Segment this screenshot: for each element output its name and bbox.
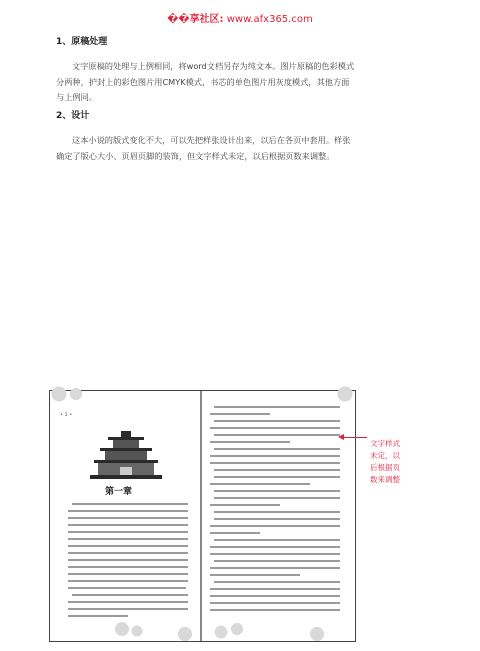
cloud-ornament-icon (126, 623, 148, 639)
annotation-note (370, 438, 418, 486)
cloud-ornament-icon (64, 385, 88, 403)
cloud-ornament-icon (170, 625, 200, 643)
arrow-left-icon (338, 434, 344, 440)
section-design (56, 108, 356, 164)
section-title: 2、设计 (56, 111, 90, 121)
annotation-line: 文字样式 (370, 439, 400, 448)
section-title: 1、原稿处理 (56, 37, 108, 47)
cloud-ornament-icon (302, 625, 332, 643)
annotation-line: 未定，以 (370, 451, 400, 460)
section-body: 这本小说的版式变化不大，可以先把样张设计出来，以后在各页中套用。样张确定了版心大小、页眉页脚的装饰，但文字样式未定，以后根据页数来调整。 (56, 135, 351, 161)
site-url[interactable]: www.afx365.com (226, 14, 313, 25)
section-original-processing (56, 34, 356, 106)
site-header (0, 10, 480, 25)
site-logo: ��享社区: (167, 14, 224, 25)
book-spread-image (49, 390, 356, 642)
left-page (50, 391, 201, 641)
pagoda-illustration (90, 431, 162, 483)
annotation-arrow-line (343, 437, 367, 438)
cloud-ornament-icon (226, 619, 248, 639)
annotation-line: 后根据页 (370, 463, 400, 472)
section-body: 文字原稿的处理与上例相同，将word文档另存为纯文本。图片原稿的色彩模式分两种，护封上的彩色图片用CMYK模式，书芯的单色图片用灰度模式，其他方面与上例同。 (56, 61, 355, 102)
chapter-title: 第一章 (105, 487, 133, 497)
right-page (202, 391, 355, 641)
annotation-line: 数来调整 (370, 475, 400, 484)
cloud-ornament-icon (330, 383, 360, 405)
page-number: • 1 • (60, 412, 73, 418)
